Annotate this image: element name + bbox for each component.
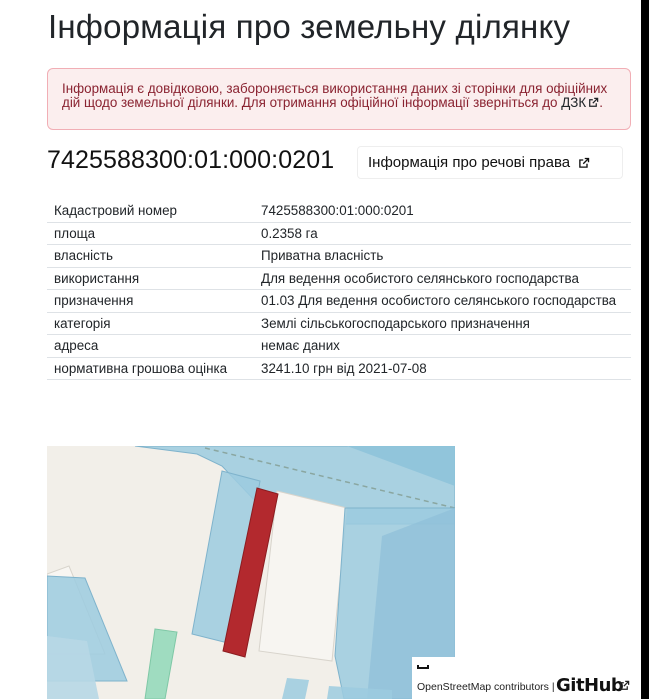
osm-attribution[interactable]: OpenStreetMap contributors | <box>417 681 555 693</box>
row-value: Землі сільськогосподарського призначення <box>246 312 631 335</box>
table-row <box>47 245 631 268</box>
table-row <box>47 290 631 313</box>
map-attribution <box>412 657 641 699</box>
row-value: Для ведення особистого селянського господарства <box>246 267 631 290</box>
table-row <box>47 312 631 335</box>
row-value: 7425588300:01:000:0201 <box>246 200 631 222</box>
table-row <box>47 357 631 380</box>
dzk-link-label: ДЗК <box>561 94 587 110</box>
external-link-icon <box>578 157 590 169</box>
map-canvas[interactable] <box>47 446 455 699</box>
row-key: призначення <box>47 290 246 313</box>
row-value: немає даних <box>246 335 631 358</box>
scale-bar <box>417 665 429 669</box>
row-key: власність <box>47 245 246 268</box>
window-edge <box>641 0 649 699</box>
row-value: 01.03 Для ведення особистого селянського господарства <box>246 290 631 313</box>
external-link-icon <box>619 680 630 691</box>
github-link[interactable]: GitHub <box>556 675 624 696</box>
external-link-icon <box>588 97 599 108</box>
alert-text-end: . <box>599 94 603 110</box>
row-key: Кадастровий номер <box>47 200 246 222</box>
table-row <box>47 222 631 245</box>
row-key: адреса <box>47 335 246 358</box>
row-value: 0.2358 га <box>246 222 631 245</box>
row-key: використання <box>47 267 246 290</box>
row-key: категорія <box>47 312 246 335</box>
row-value: 3241.10 грн від 2021-07-08 <box>246 357 631 380</box>
table-row <box>47 335 631 358</box>
parcel-details-table <box>47 200 631 380</box>
page-title: Інформація про земельну ділянку <box>48 8 571 45</box>
dzk-link[interactable] <box>561 95 599 110</box>
property-rights-button[interactable] <box>357 146 623 179</box>
table-row <box>47 200 631 222</box>
row-key: площа <box>47 222 246 245</box>
disclaimer-alert <box>47 68 631 130</box>
table-row <box>47 267 631 290</box>
alert-text: Інформація є довідковою, забороняється використання даних зі сторінки для офіційних дій щодо земельної ділянки. Для отримання офіційної інформації зверніться до <box>62 81 608 110</box>
property-rights-label: Інформація про речові права <box>368 154 571 171</box>
row-key: нормативна грошова оцінка <box>47 357 246 380</box>
row-value: Приватна власність <box>246 245 631 268</box>
parcel-map[interactable] <box>47 446 455 699</box>
cadastral-number-heading: 7425588300:01:000:0201 <box>47 146 335 174</box>
